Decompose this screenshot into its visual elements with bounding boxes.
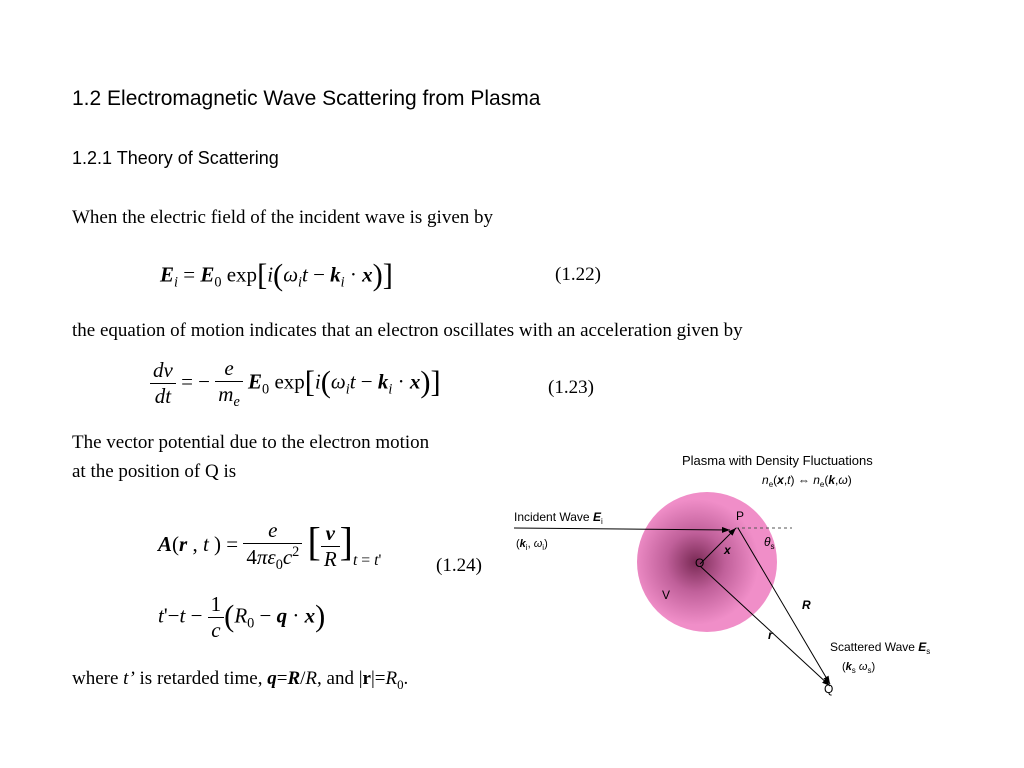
- incident-wave-vector: ($k_i$, $\omega_i$): [516, 538, 548, 552]
- section-heading: 1.2 Electromagnetic Wave Scattering from Plasma: [72, 87, 541, 110]
- paragraph-vector-potential-line1: The vector potential due to the electron motion: [72, 432, 430, 453]
- paragraph-retarded-time: where t’ is retarded time, q=R/R, and $|r|=R_0$.: [72, 668, 409, 692]
- diagram-title: Plasma with Density Fluctuations: [682, 453, 873, 468]
- scattered-wave-label: Scattered Wave $E_s$: [830, 640, 931, 656]
- fraction-1-c: $\frac{1}{c}$: [208, 592, 225, 643]
- equation-1-22: $E_i = E_0$ $\exp[i(\omega_it - k_i \cdot x)]$: [160, 258, 393, 292]
- volume-V-label: V: [662, 588, 671, 602]
- equation-number-1-24: (1.24): [436, 555, 482, 576]
- paragraph-incident-field: When the electric field of the incident wave is given by: [72, 207, 494, 228]
- equation-1-23: $\frac{dv}{dt}$ = − $\frac{e}{m_e}$ $E_0$ $\exp[i(\omega_it - k_i \cdot x)]$: [150, 356, 441, 411]
- equation-number-1-23: (1.23): [548, 377, 594, 398]
- vector-R-label: R: [802, 598, 811, 612]
- equation-1-24: A(r , t ) = $\frac{e}{4\pi\varepsilon_0c^2}$ [ $\frac{v}{R}$ ]$_{t = t'}$: [158, 518, 382, 574]
- point-Q-label: Q: [824, 682, 834, 696]
- point-P-label: P: [736, 509, 745, 523]
- paragraph-vector-potential-line2: at the position of Q is: [72, 461, 237, 482]
- fraction-dv-dt: $\frac{dv}{dt}$: [150, 358, 176, 409]
- paragraph-equation-of-motion: the equation of motion indicates that an electron oscillates with an acceleration given by: [72, 320, 743, 341]
- vector-x-label: x: [724, 543, 731, 557]
- equation-number-1-22: (1.22): [555, 264, 601, 285]
- point-O-label: O: [695, 556, 705, 570]
- fraction-v-R: $\frac{v}{R}$: [321, 521, 340, 572]
- subsection-heading: 1.2.1 Theory of Scattering: [72, 148, 279, 168]
- equation-retarded-time: t'−t − $\frac{1}{c}$ $(R_0 - q \cdot x)$: [158, 592, 326, 642]
- density-fluctuation-relation: $n_e(x,t)$ ⇔ $n_e(k,\omega)$: [762, 473, 852, 489]
- fraction-e-me: $\frac{e}{m_e}$: [215, 356, 243, 411]
- vector-r-label: r: [768, 628, 773, 642]
- fraction-e-4pi: $\frac{e}{4\pi\varepsilon_0c^2}$: [243, 518, 302, 574]
- scattered-wave-vector: ($k_s$ $\omega_s$): [842, 661, 876, 675]
- plasma-volume: [637, 492, 777, 632]
- incident-wave-label: Incident Wave $E_i$: [514, 510, 603, 526]
- scattering-diagram: [500, 440, 1020, 710]
- theta-s-label: $\theta_s$: [764, 535, 775, 551]
